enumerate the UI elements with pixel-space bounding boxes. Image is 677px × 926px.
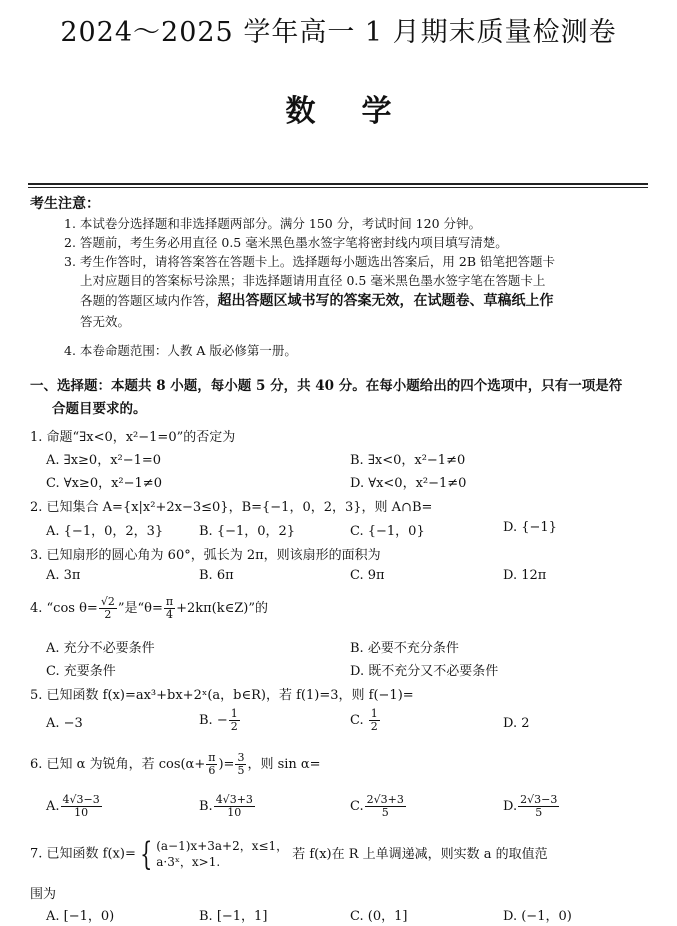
exam-title: 2024～2025 学年高一 1 月期末质量检测卷 [60,17,617,48]
option-b: B. 6π [199,568,234,583]
notice-heading: 考生注意： [30,196,100,212]
option-b: B. ∃x<0，x²−1≠0 [350,453,466,468]
option-d: D. $\frac{2√3-3}{5}$ [503,793,558,819]
option-c: C. $\frac{1}{2}$ [350,707,378,733]
option-d: D. {−1} [503,520,557,535]
notice-item: 答无效。 [80,314,131,329]
question-stem: 2. 已知集合 A={x|x²+2x−3≤0}，B={−1，0，2，3}，则 A∩B= [30,500,433,515]
option-b: B. {−1，0，2} [199,524,296,539]
option-d: D. ∀x<0，x²−1≠0 [350,476,467,491]
question-stem: 3. 已知扇形的圆心角为 60°，弧长为 2π，则该扇形的面积为 [30,548,381,563]
notice-item: 各题的答题区域内作答，超出答题区域书写的答案无效，在试题卷、草稿纸上作 [80,293,554,309]
option-c: C. {−1，0} [350,524,425,539]
option-c: C. (0，1] [350,909,408,924]
question-stem: 7. 已知函数 f(x)= { (a−1)x+3a+2，x≤1， a·3ˣ，x>1. 若 f(x)在 R 上单调递减，则实数 a 的取值范 [30,835,548,873]
question-stem: 6. 已知 α 为锐角，若 cos(α+ $\frac{\pi}{6}$ )= $\frac{3}{5}$ ，则 sin α= [30,751,321,777]
option-b: B. − $\frac{1}{2}$ [199,707,238,733]
divider [28,183,648,185]
option-a: A. [−1，0) [46,909,115,924]
question-stem: 围为 [30,887,57,902]
emphasis-text: 超出答题区域书写的答案无效，在试题卷、草稿纸上作 [217,293,554,309]
divider [28,187,648,188]
option-a: A. $\frac{4√3-3}{10}$ [46,793,100,819]
fraction: $\frac{\pi}{4}$ [165,595,174,621]
subject-title: 数学 [285,94,438,129]
section-heading: 合题目要求的。 [52,401,147,417]
question-stem: 1. 命题“∃x<0，x²−1=0”的否定为 [30,430,236,445]
notice-item: 4. 本卷命题范围：人教 A 版必修第一册。 [64,343,297,358]
question-stem: 5. 已知函数 f(x)=ax³+bx+2ˣ(a，b∈R)，若 f(1)=3，则 f(−1)= [30,688,414,703]
option-b: B. $\frac{4√3+3}{10}$ [199,793,253,819]
option-a: A. 3π [46,568,81,583]
option-b: B. 必要不充分条件 [350,641,459,656]
fraction: $\frac{√2}{2}$ [100,595,115,621]
section-heading: 一、选择题：本题共 8 小题，每小题 5 分，共 40 分。在每小题给出的四个选项中，只有一项是符 [30,378,623,394]
piecewise-cases: (a−1)x+3a+2，x≤1， a·3ˣ，x>1. [156,839,289,869]
option-c: C. $\frac{2√3+3}{5}$ [350,793,404,819]
question-stem: 4. “cos θ= $\frac{√2}{2}$ ”是“θ= $\frac{\pi}{4}$ +2kπ(k∈Z)”的 [30,595,268,621]
notice-item: 1. 本试卷分选择题和非选择题两部分。满分 150 分，考试时间 120 分钟。 [64,216,482,231]
option-c: C. ∀x≥0，x²−1≠0 [46,476,162,491]
option-d: D. 2 [503,716,530,731]
option-d: D. 既不充分又不必要条件 [350,664,499,679]
notice-item: 2. 答题前，考生务必用直径 0.5 毫米黑色墨水签字笔将密封线内项目填写清楚。 [64,235,508,250]
option-b: B. [−1，1] [199,909,268,924]
option-a: A. {−1，0，2，3} [46,524,164,539]
option-a: A. ∃x≥0，x²−1=0 [46,453,162,468]
notice-item: 上对应题目的答案标号涂黑；非选择题请用直径 0.5 毫米黑色墨水签字笔在答题卡上 [80,273,546,288]
option-a: A. 充分不必要条件 [46,641,155,656]
option-d: D. 12π [503,568,547,583]
option-a: A. −3 [46,716,83,731]
notice-item: 3. 考生作答时，请将答案答在答题卡上。选择题每小题选出答案后，用 2B 铅笔把答题卡 [64,254,555,269]
option-d: D. (−1，0) [503,909,572,924]
option-c: C. 充要条件 [46,664,116,679]
option-c: C. 9π [350,568,385,583]
